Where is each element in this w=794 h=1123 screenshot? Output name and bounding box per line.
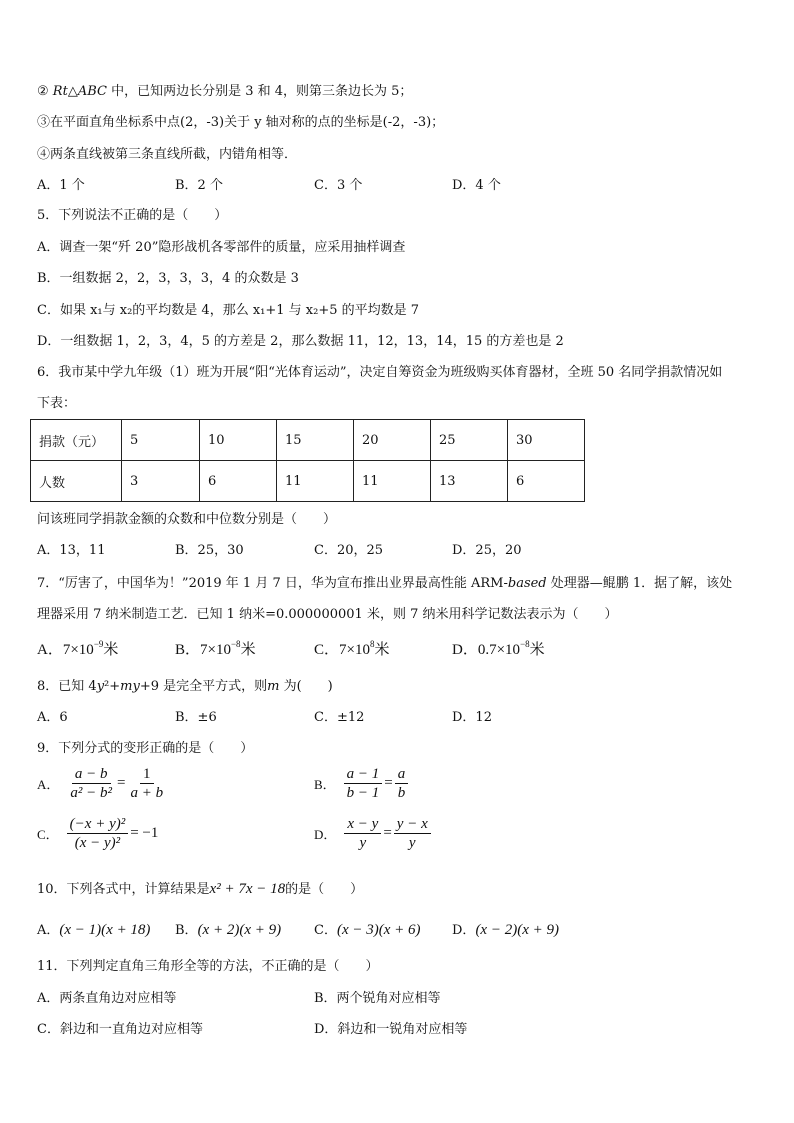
triangle-name: ABC <box>77 84 107 99</box>
q6-question: 问该班同学捐款金额的众数和中位数分别是（ ） <box>37 512 337 527</box>
denominator: (x − y)² <box>74 835 121 851</box>
q9-option-a <box>37 765 168 802</box>
q10-stem-part: 10．下列各式中，计算结果是 <box>37 882 210 897</box>
q11-option-a: A．两条直角边对应相等 <box>37 991 177 1006</box>
q9-option-d <box>314 815 433 852</box>
q6-option-b: B．25，30 <box>175 543 244 558</box>
denominator: b − 1 <box>346 785 380 801</box>
q10-stem <box>37 879 363 900</box>
q11-option-b: B．两个锐角对应相等 <box>314 991 441 1006</box>
table-cell: 25 <box>431 420 508 461</box>
table-cell: 人数 <box>31 461 122 502</box>
q10-option-c <box>314 920 421 941</box>
q5-option-d: D．一组数据 1，2，3，4，5 的方差是 2，那么数据 11，12，13，14，15 的方差也是 2 <box>37 334 564 349</box>
option-expression: (x − 2)(x + 9) <box>475 922 559 938</box>
rt-symbol: Rt <box>52 84 68 99</box>
numerator: 1 <box>140 765 154 784</box>
q7-stem-part: 处理器—鲲鹏 1．据了解，该处 <box>546 576 733 591</box>
fraction <box>394 815 431 852</box>
q8-stem-part: +9 是完全平方式，则 <box>139 679 268 694</box>
option-label: B． <box>175 923 198 938</box>
statement-2-number: ② <box>37 84 53 99</box>
q7-stem-line2: 理器采用 7 纳米制造工艺．已知 1 纳米=0.000000001 米，则 7 纳米用科学记数法表示为（ ） <box>37 607 618 622</box>
donation-table <box>30 419 585 502</box>
numerator: a − 1 <box>344 765 383 784</box>
table-cell: 3 <box>122 461 200 502</box>
q8-var: y <box>96 679 105 694</box>
statement-2 <box>37 82 412 102</box>
statement-3: ③在平面直角坐标系中点(2，-3)关于 y 轴对称的点的坐标是(-2，-3)； <box>37 115 445 130</box>
option-label: B． <box>314 777 336 792</box>
option-label: D． <box>314 827 337 842</box>
option-unit: 米 <box>103 642 119 658</box>
q7-option-b <box>175 640 256 660</box>
option-label: A． <box>37 923 60 938</box>
q4-option-a: A．1 个 <box>37 178 85 193</box>
table-cell: 30 <box>508 420 585 461</box>
option-base: 0.7×10 <box>477 642 521 658</box>
option-label: A． <box>37 642 63 658</box>
q4-option-c: C．3 个 <box>314 178 363 193</box>
q9-option-b <box>314 765 410 802</box>
q8-var: my <box>120 679 140 694</box>
q6-option-a: A．13，11 <box>37 543 106 558</box>
q10-stem-part: 的是（ ） <box>285 882 364 897</box>
denominator: y <box>359 835 367 851</box>
statement-2-text: 中，已知两边长分别是 3 和 4，则第三条边长为 5； <box>106 84 413 99</box>
table-cell: 10 <box>200 420 277 461</box>
equals-sign: = <box>384 775 393 791</box>
q8-stem <box>37 677 333 697</box>
q7-option-a <box>37 640 118 660</box>
option-exponent: −9 <box>93 639 104 649</box>
q10-option-b <box>175 920 281 941</box>
option-label: D． <box>452 923 476 938</box>
option-exponent: −8 <box>520 639 530 649</box>
q8-option-c: C．±12 <box>314 710 365 725</box>
table-cell: 11 <box>277 461 354 502</box>
option-label: C． <box>314 923 337 938</box>
option-unit: 米 <box>374 642 390 658</box>
q7-option-c <box>314 640 390 660</box>
statement-4: ④两条直线被第三条直线所截，内错角相等． <box>37 147 298 162</box>
numerator: y − x <box>394 815 431 834</box>
fraction <box>67 815 129 852</box>
q8-stem-part: ²+ <box>104 679 121 694</box>
option-label: D． <box>452 642 478 658</box>
q9-option-c <box>37 815 158 852</box>
denominator: b <box>397 785 406 801</box>
option-label: B． <box>175 642 201 658</box>
table-cell: 15 <box>277 420 354 461</box>
q11-stem: 11．下列判定直角三角形全等的方法，不正确的是（ ） <box>37 959 379 974</box>
q7-option-d <box>452 640 545 660</box>
denominator: y <box>408 835 416 851</box>
q6-stem-line2: 下表： <box>37 396 77 411</box>
fraction <box>344 765 383 802</box>
q10-option-d <box>452 920 559 941</box>
q11-option-d: D．斜边和一锐角对应相等 <box>314 1022 468 1037</box>
option-expression: (x + 2)(x + 9) <box>197 922 282 938</box>
table-cell: 13 <box>431 461 508 502</box>
option-label: C． <box>37 827 59 842</box>
q6-option-c: C．20，25 <box>314 543 384 558</box>
q10-expression: x² + 7x − 18 <box>209 881 286 897</box>
option-unit: 米 <box>240 642 256 658</box>
q5-option-b: B．一组数据 2，2，3，3，3，4 的众数是 3 <box>37 271 299 286</box>
q8-stem-part: 为( ) <box>279 679 333 694</box>
right-hand-side: = −1 <box>130 825 159 841</box>
table-cell: 20 <box>354 420 431 461</box>
fraction <box>127 765 166 802</box>
equals-sign: = <box>383 825 392 841</box>
q5-stem: 5．下列说法不正确的是（ ） <box>37 208 228 223</box>
q9-stem: 9．下列分式的变形正确的是（ ） <box>37 741 254 756</box>
numerator: a <box>395 765 409 784</box>
q5-option-a: A．调查一架“歼 20”隐形战机各零部件的质量，应采用抽样调查 <box>37 240 406 255</box>
option-base: 7×10 <box>339 642 370 658</box>
numerator: a − b <box>72 765 111 784</box>
option-label: C． <box>314 642 340 658</box>
table-cell: 6 <box>200 461 277 502</box>
table-cell: 11 <box>354 461 431 502</box>
table-cell: 捐款（元） <box>31 420 122 461</box>
option-exponent: −8 <box>230 639 241 649</box>
numerator: (−x + y)² <box>67 815 129 834</box>
q11-option-c: C．斜边和一直角边对应相等 <box>37 1022 203 1037</box>
numerator: x − y <box>344 815 381 834</box>
table-row <box>31 461 585 502</box>
table-cell: 6 <box>508 461 585 502</box>
option-exponent: 8 <box>369 639 375 649</box>
denominator: a + b <box>130 785 164 801</box>
triangle-symbol: △ <box>67 84 78 99</box>
q4-option-d: D．4 个 <box>452 178 501 193</box>
equals-sign: = <box>117 775 126 791</box>
q7-stem-line1 <box>37 574 732 594</box>
q8-option-d: D．12 <box>452 710 492 725</box>
q4-option-b: B．2 个 <box>175 178 223 193</box>
q10-option-a <box>37 920 150 941</box>
q8-stem-part: 8．已知 4 <box>37 679 97 694</box>
option-unit: 米 <box>529 642 545 658</box>
q8-option-a: A．6 <box>37 710 68 725</box>
q6-option-d: D．25，20 <box>452 543 522 558</box>
table-row <box>31 420 585 461</box>
option-label: A． <box>37 777 60 792</box>
q6-stem-line1: 6．我市某中学九年级（1）班为开展“阳“光体育运动”，决定自筹资金为班级购买体育器材，全班 50 名同学捐款情况如 <box>37 365 723 380</box>
fraction <box>67 765 115 802</box>
option-expression: (x − 1)(x + 18) <box>59 922 151 938</box>
fraction <box>395 765 409 802</box>
fraction <box>344 815 381 852</box>
q7-stem-part: 7．“厉害了，中国华为！”2019 年 1 月 7 日，华为宣布推出业界最高性能 ARM- <box>37 576 508 591</box>
denominator: a² − b² <box>70 785 113 801</box>
option-base: 7×10 <box>200 642 231 658</box>
q8-var: m <box>267 679 280 694</box>
table-cell: 5 <box>122 420 200 461</box>
option-base: 7×10 <box>62 642 94 658</box>
q8-option-b: B．±6 <box>175 710 217 725</box>
option-expression: (x − 3)(x + 6) <box>336 922 421 938</box>
q5-option-c: C．如果 x₁与 x₂的平均数是 4，那么 x₁+1 与 x₂+5 的平均数是 7 <box>37 303 420 318</box>
q7-stem-italic: based <box>507 576 547 591</box>
